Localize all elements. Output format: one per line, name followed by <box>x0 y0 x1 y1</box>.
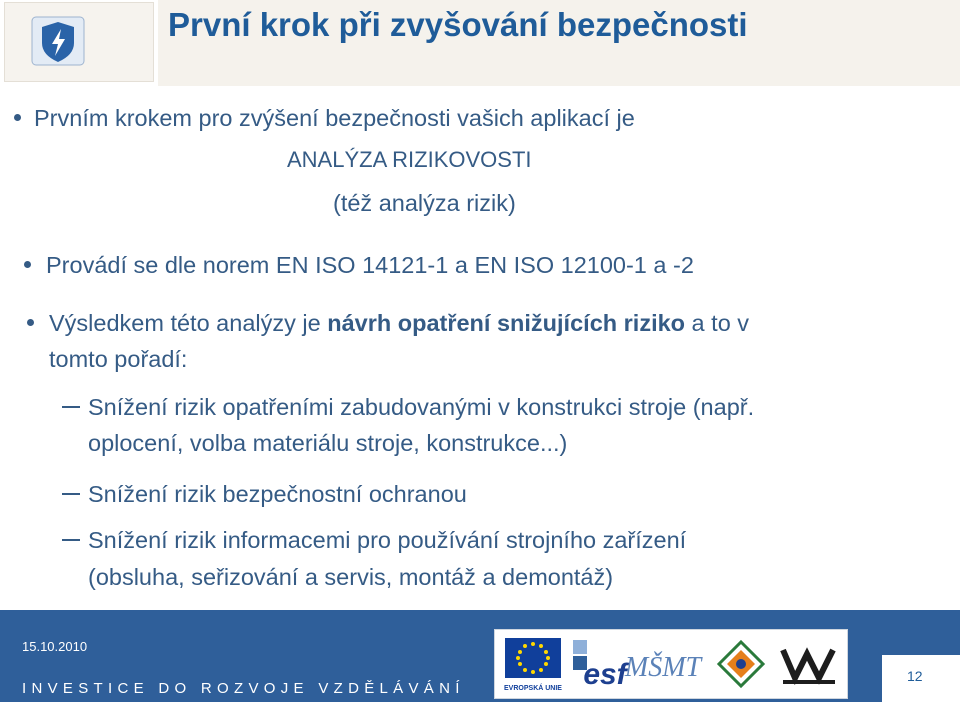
dash-marker <box>62 493 80 495</box>
norms-text: Provádí se dle norem EN ISO 14121-1 a EN ISO 12100-1 a -2 <box>46 252 694 278</box>
analysis-heading: ANALÝZA RIZIKOVOSTI <box>287 147 532 172</box>
slide-title: První krok při zvyšování bezpečnosti <box>168 6 748 43</box>
result-suffix: a to v <box>685 310 750 336</box>
eu-flag-logo-icon <box>504 638 562 692</box>
msmt-label: MŠMT <box>624 652 702 683</box>
sub-item-2-line1: Snížení rizik bezpečnostní ochranou <box>88 481 467 507</box>
esf-label: esf <box>583 658 627 691</box>
sub-item-1-line1: Snížení rizik opatřeními zabudovanými v konstrukci stroje (např. <box>88 394 755 420</box>
analysis-note: (též analýza rizik) <box>333 190 516 216</box>
dash-marker <box>62 406 80 408</box>
result-text <box>49 308 749 338</box>
result-bold: návrh opatření snižujících riziko <box>327 310 686 336</box>
msmt-logo-icon <box>624 652 704 683</box>
university-logo-box <box>4 2 154 82</box>
result-prefix: Výsledkem této analýzy je <box>49 310 328 336</box>
slide-header <box>0 0 960 86</box>
footer-date: 15.10.2010 <box>22 639 88 654</box>
bullet-marker <box>14 114 21 121</box>
vsb-logo-icon <box>779 642 839 688</box>
eu-label: EVROPSKÁ UNIE <box>504 685 562 692</box>
page-number: 12 <box>907 668 923 684</box>
bullet-marker <box>27 319 34 326</box>
sub-item-3-line1: Snížení rizik informacemi pro používání strojního zařízení <box>88 527 687 553</box>
footer-slogan: INVESTICE DO ROZVOJE VZDĚLÁVÁNÍ <box>22 680 465 697</box>
sub-item-3-line2: (obsluha, seřizování a servis, montáž a demontáž) <box>88 564 614 590</box>
sub-item-1-line2: oplocení, volba materiálu stroje, konstrukce...) <box>88 430 568 456</box>
op-vk-logo-icon <box>713 638 769 692</box>
university-shield-logo-icon <box>28 13 88 69</box>
result-line2: tomto pořadí: <box>49 346 188 372</box>
sponsor-logos <box>494 629 848 699</box>
esf-logo-icon <box>571 638 630 692</box>
dash-marker <box>62 539 80 541</box>
intro-text: Prvním krokem pro zvýšení bezpečnosti vašich aplikací je <box>34 105 635 131</box>
bullet-marker <box>24 261 31 268</box>
